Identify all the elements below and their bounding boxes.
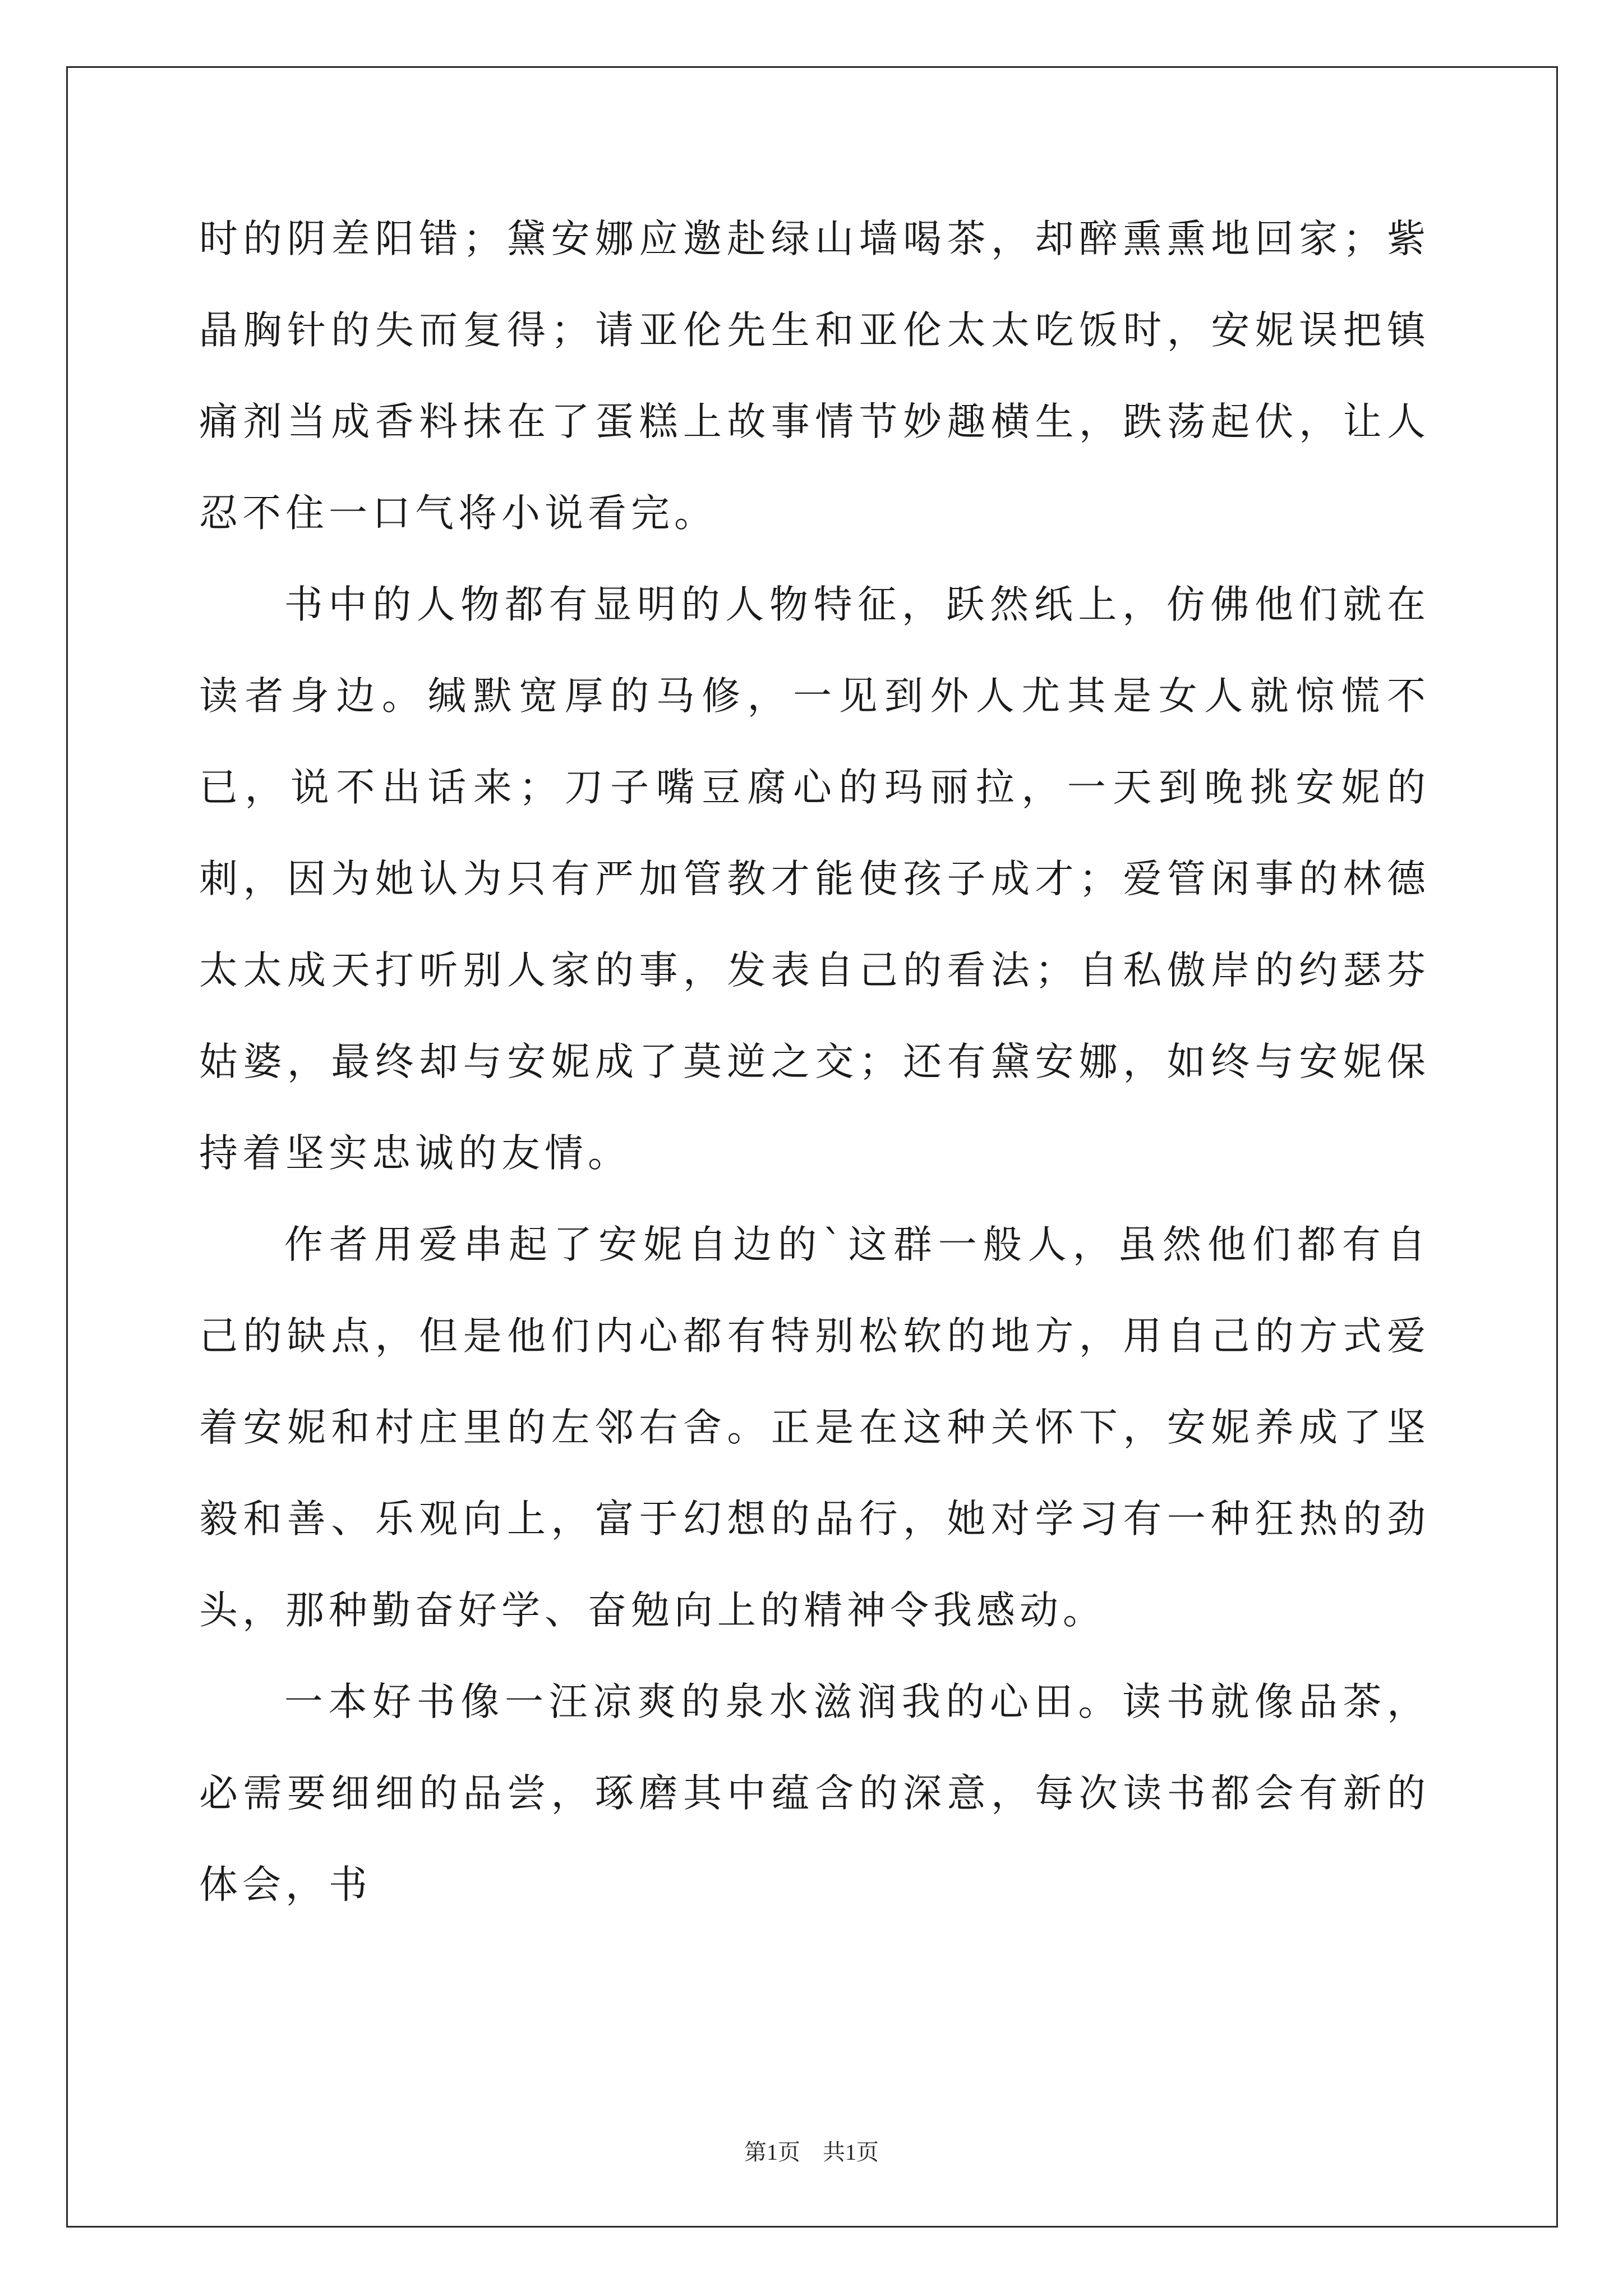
page-number: 第1页 bbox=[744, 2139, 800, 2165]
page-footer bbox=[0, 2134, 1623, 2166]
page-total: 共1页 bbox=[823, 2139, 879, 2165]
paragraph-1: 时的阴差阳错；黛安娜应邀赴绿山墙喝茶，却醉熏熏地回家；紫晶胸针的失而复得；请亚伦先生和亚伦太太吃饭时，安妮误把镇痛剂当成香料抹在了蛋糕上故事情节妙趣横生，跌荡起伏，让人忍不住一口气将小说看完。 bbox=[199, 217, 1430, 536]
paragraph-4: 一本好书像一汪凉爽的泉水滋润我的心田。读书就像品茶，必需要细细的品尝，琢磨其中蕴含的深意，每次读书都会有新的体会，书 bbox=[199, 1680, 1430, 1907]
paragraph-2: 书中的人物都有显明的人物特征，跃然纸上，仿佛他们就在读者身边。缄默宽厚的马修，一见到外人尤其是女人就惊慌不已，说不出话来；刀子嘴豆腐心的玛丽拉，一天到晚挑安妮的刺，因为她认为只有严加管教才能使孩子成才；爱管闲事的林德太太成天打听别人家的事，发表自己的看法；自私傲岸的约瑟芬姑婆，最终却与安妮成了莫逆之交；还有黛安娜，如终与安妮保持着坚实忠诚的友情。 bbox=[199, 582, 1430, 1176]
paragraph-3: 作者用爱串起了安妮自边的`这群一般人，虽然他们都有自己的缺点，但是他们内心都有特别松软的地方，用自己的方式爱着安妮和村庄里的左邻右舍。正是在这种关怀下，安妮养成了坚毅和善、乐观向上，富于幻想的品行，她对学习有一种狂热的劲头，那种勤奋好学、奋勉向上的精神令我感动。 bbox=[199, 1222, 1430, 1633]
document-body bbox=[199, 194, 1430, 1931]
